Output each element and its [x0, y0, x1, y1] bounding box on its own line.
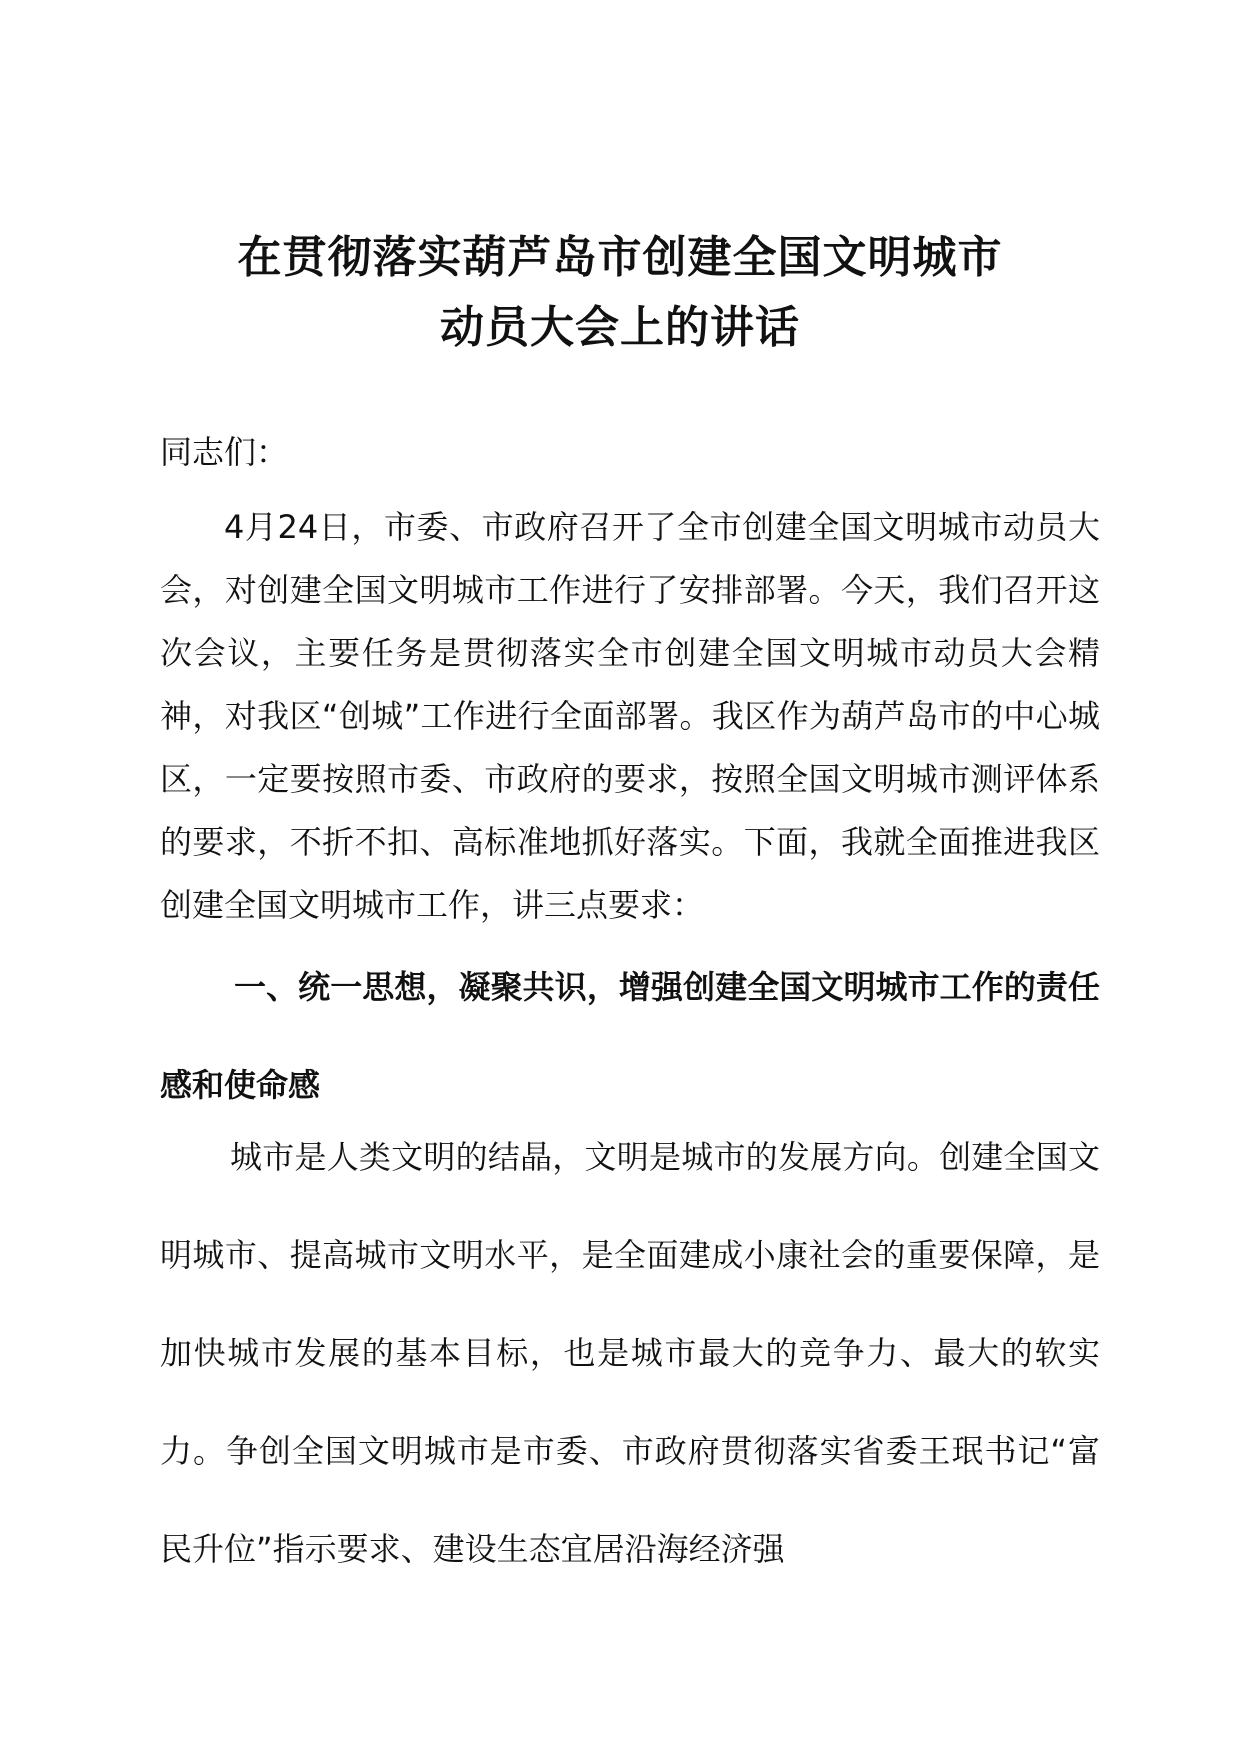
- paragraph-intro: 4月24日，市委、市政府召开了全市创建全国文明城市动员大会，对创建全国文明城市工作进行了安排部署。今天，我们召开这次会议，主要任务是贯彻落实全市创建全国文明城市动员大会精神，对我区“创城”工作进行全面部署。我区作为葫芦岛市的中心城区，一定要按照市委、市政府的要求，按照全国文明城市测评体系的要求，不折不扣、高标准地抓好落实。下面，我就全面推进我区创建全国文明城市工作，讲三点要求：: [160, 508, 1100, 924]
- paragraph-section-1: 城市是人类文明的结晶，文明是城市的发展方向。创建全国文明城市、提高城市文明水平，是全面建成小康社会的重要保障，是加快城市发展的基本目标，也是城市最大的竞争力、最大的软实力。争创全国文明城市是市委、市政府贯彻落实省委王珉书记“富民升位”指示要求、建设生态宜居沿海经济强: [160, 1138, 1100, 1568]
- document-title-line-2: 动员大会上的讲话: [440, 302, 800, 353]
- document-title-line-1: 在贯彻落实葫芦岛市创建全国文明城市: [237, 232, 1003, 283]
- section-heading-1: 一、统一思想，凝聚共识，增强创建全国文明城市工作的责任感和使命感: [160, 968, 1100, 1104]
- salutation: 同志们：: [160, 433, 289, 471]
